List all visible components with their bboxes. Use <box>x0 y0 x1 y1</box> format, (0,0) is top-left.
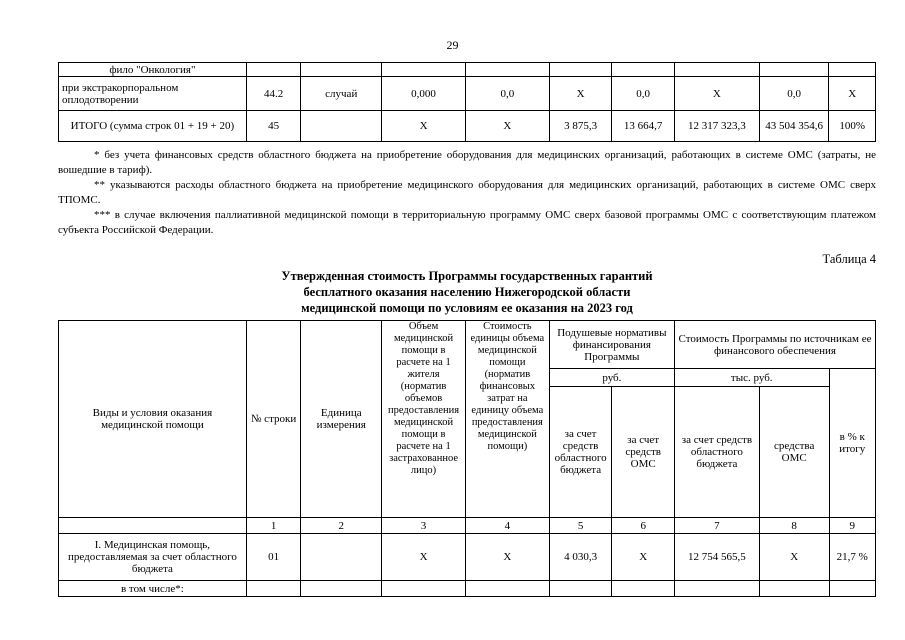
cell <box>382 581 466 597</box>
cell <box>612 581 675 597</box>
column-number: 3 <box>382 518 466 534</box>
header-budget: за счет средств областного бюджета <box>549 387 612 518</box>
cell <box>829 581 876 597</box>
cell <box>759 581 829 597</box>
cell: 01 <box>246 534 301 581</box>
header-unit-cost: Стоимость единицы объема медицинской помощи (норматив финансовых затрат на единицу объема предоставления медицинской помощи) <box>465 321 549 518</box>
header-volume: Объем медицинской помощи в расчете на 1 жителя (норматив объемов предоставления медицинской помощи в расчете на 1 застрахованное лицо) <box>382 321 466 518</box>
footnotes <box>58 148 876 238</box>
column-number <box>59 518 247 534</box>
header-cost-by-source: Стоимость Программы по источникам ее финансового обеспечения <box>675 321 876 369</box>
cell <box>382 63 466 77</box>
column-number: 6 <box>612 518 675 534</box>
cell: X <box>549 77 612 111</box>
table-row <box>59 77 876 111</box>
table-row <box>59 63 876 77</box>
title-line: медицинской помощи по условиям ее оказания на 2023 год <box>301 301 633 315</box>
header-per-capita: Подушевые нормативы финансирования Программы <box>549 321 674 369</box>
cell: 13 664,7 <box>612 111 675 142</box>
cell: X <box>829 77 876 111</box>
cell: 3 875,3 <box>549 111 612 142</box>
cell <box>829 63 876 77</box>
column-number: 2 <box>301 518 382 534</box>
column-number: 7 <box>675 518 760 534</box>
cell: 100% <box>829 111 876 142</box>
cell: 0,000 <box>382 77 466 111</box>
row-name: фило "Онкология" <box>59 63 247 77</box>
footnote: *** в случае включения паллиативной медицинской помощи в территориальную программу ОМС сверх базовой программы ОМС с соответствующим платежом субъекта Российской Федерации. <box>58 209 876 236</box>
header-budget-thous: за счет средств областного бюджета <box>675 387 760 518</box>
header-rub: руб. <box>549 369 674 387</box>
cell: 0,0 <box>612 77 675 111</box>
cell: X <box>759 534 829 581</box>
header-kinds: Виды и условия оказания медицинской помощи <box>59 321 247 518</box>
cell <box>612 63 675 77</box>
cell <box>549 581 612 597</box>
cell <box>301 111 382 142</box>
row-name: при экстракорпоральном оплодотворении <box>59 77 247 111</box>
table-title <box>58 268 876 316</box>
title-line: Утвержденная стоимость Программы государственных гарантий <box>281 269 653 283</box>
cell <box>301 534 382 581</box>
cell <box>465 581 549 597</box>
cell: 0,0 <box>759 77 829 111</box>
column-number: 8 <box>759 518 829 534</box>
cell <box>674 63 759 77</box>
table-row <box>59 581 876 597</box>
cell: 21,7 % <box>829 534 876 581</box>
cell: X <box>382 534 466 581</box>
header-oms: за счет средств ОМС <box>612 387 675 518</box>
cell <box>301 581 382 597</box>
row-name: в том числе*: <box>59 581 247 597</box>
table-row <box>59 111 876 142</box>
cost-table <box>58 320 876 597</box>
cell <box>549 63 612 77</box>
column-number: 4 <box>465 518 549 534</box>
header-unit: Единица измерения <box>301 321 382 518</box>
table-row <box>59 534 876 581</box>
header-row-no: № строки <box>246 321 301 518</box>
cell: 12 317 323,3 <box>674 111 759 142</box>
cell: 45 <box>246 111 301 142</box>
column-number: 1 <box>246 518 301 534</box>
header-row <box>59 321 876 369</box>
cell: X <box>674 77 759 111</box>
column-number-row <box>59 518 876 534</box>
column-number: 9 <box>829 518 876 534</box>
cell <box>301 63 382 77</box>
cell: 4 030,3 <box>549 534 612 581</box>
cell: X <box>382 111 466 142</box>
cell: случай <box>301 77 382 111</box>
footnote: ** указываются расходы областного бюджета на приобретение медицинского оборудования для медицинских организаций, работающих в системе ОМС сверх ТПОМС. <box>58 179 876 206</box>
row-name: I. Медицинская помощь, предоставляемая за счет областного бюджета <box>59 534 247 581</box>
cell: X <box>465 111 549 142</box>
cell: X <box>465 534 549 581</box>
header-percent: в % к итогу <box>829 369 876 518</box>
header-thous-rub: тыс. руб. <box>675 369 830 387</box>
page-number: 29 <box>446 38 459 52</box>
cell <box>465 63 549 77</box>
cell <box>246 581 301 597</box>
title-line: бесплатного оказания населению Нижегородской области <box>303 285 631 299</box>
cell <box>246 63 301 77</box>
cell: 44.2 <box>246 77 301 111</box>
cell <box>675 581 760 597</box>
cell: 43 504 354,6 <box>759 111 829 142</box>
header-oms-thous: средства ОМС <box>759 387 829 518</box>
cell: 0,0 <box>465 77 549 111</box>
table-label: Таблица 4 <box>822 252 876 266</box>
cell <box>759 63 829 77</box>
footnote: * без учета финансовых средств областного бюджета на приобретение оборудования для медицинских организаций, работающих в системе ОМС (затраты, не вошедшие в тариф). <box>58 149 876 176</box>
cell: X <box>612 534 675 581</box>
column-number: 5 <box>549 518 612 534</box>
cell: 12 754 565,5 <box>675 534 760 581</box>
continued-table <box>58 62 876 142</box>
row-name: ИТОГО (сумма строк 01 + 19 + 20) <box>59 111 247 142</box>
